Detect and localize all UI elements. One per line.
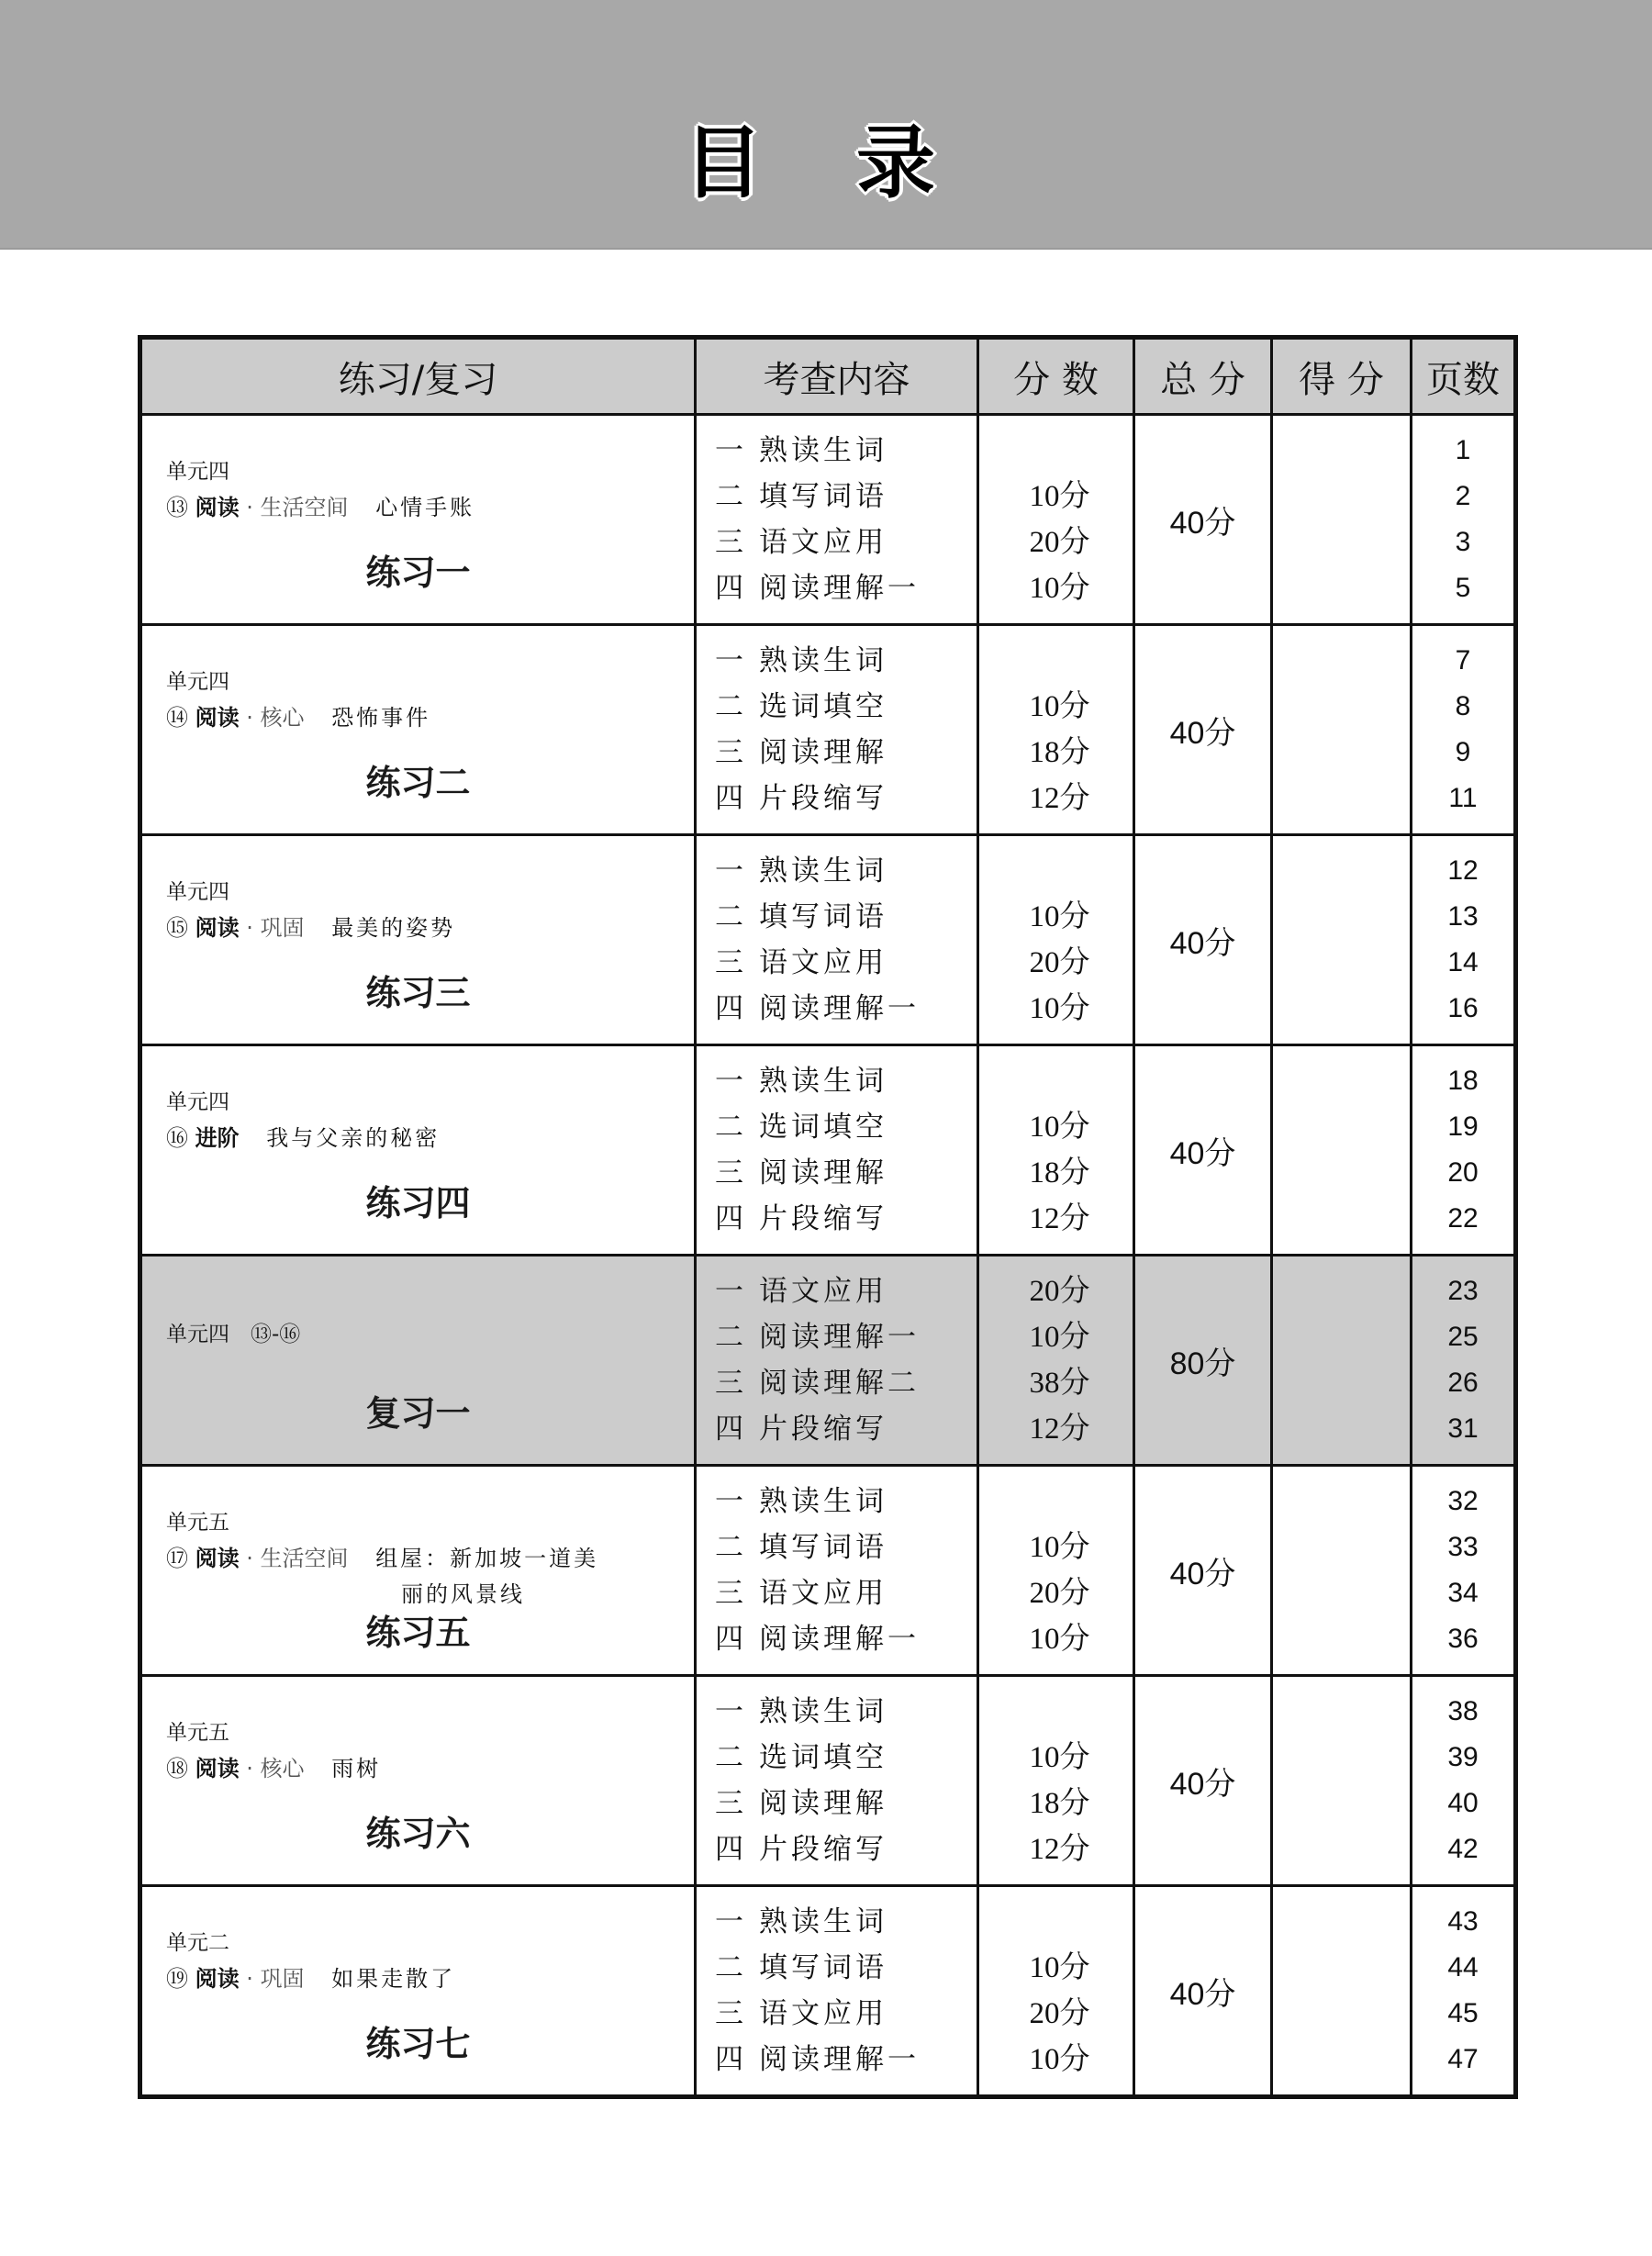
content-list bbox=[697, 1899, 977, 2083]
title-banner bbox=[0, 0, 1652, 250]
page-number[interactable]: 22 bbox=[1447, 1203, 1479, 1234]
total-cell bbox=[1134, 625, 1272, 835]
score-cell bbox=[978, 1045, 1134, 1256]
lesson-title: 如果走散了 bbox=[331, 1966, 456, 1992]
score-item: 10分 bbox=[1029, 2043, 1090, 2076]
page-number[interactable]: 33 bbox=[1447, 1532, 1479, 1562]
content-cell bbox=[696, 415, 978, 625]
page-number[interactable]: 7 bbox=[1455, 645, 1471, 676]
lesson-topic bbox=[166, 489, 474, 525]
total-cell bbox=[1134, 1045, 1272, 1256]
table-row bbox=[140, 415, 1516, 625]
header-exercise: 练习/复习 bbox=[140, 338, 696, 415]
page-number[interactable]: 38 bbox=[1447, 1696, 1479, 1726]
table-row bbox=[140, 1676, 1516, 1886]
lesson-subtype: · 生活空间 bbox=[246, 495, 349, 520]
page-number[interactable]: 44 bbox=[1447, 1952, 1479, 1982]
score-item: 10分 bbox=[1029, 1321, 1090, 1354]
page-list bbox=[1412, 638, 1513, 821]
score-item: 12分 bbox=[1029, 1413, 1090, 1446]
content-cell bbox=[696, 1256, 978, 1466]
earned-score-cell[interactable] bbox=[1272, 1886, 1412, 2097]
page-list bbox=[1412, 1689, 1513, 1872]
score-list bbox=[979, 428, 1133, 611]
table-row bbox=[140, 835, 1516, 1045]
header-total: 总 分 bbox=[1134, 338, 1272, 415]
table-row bbox=[140, 1256, 1516, 1466]
content-list bbox=[697, 428, 977, 611]
earned-score-cell[interactable] bbox=[1272, 1045, 1412, 1256]
page-list bbox=[1412, 1899, 1513, 2083]
total-cell bbox=[1134, 835, 1272, 1045]
score-list bbox=[979, 848, 1133, 1032]
page-number[interactable]: 34 bbox=[1447, 1578, 1479, 1608]
earned-score-cell[interactable] bbox=[1272, 1256, 1412, 1466]
lesson-topic bbox=[166, 910, 455, 945]
total-score: 80分 bbox=[1169, 1346, 1236, 1381]
score-list bbox=[979, 1899, 1133, 2083]
score-item: 20分 bbox=[1029, 1275, 1090, 1308]
content-item: 一 熟读生词 bbox=[715, 854, 887, 888]
content-item: 一 熟读生词 bbox=[715, 1065, 887, 1098]
lesson-subtype: · 巩固 bbox=[246, 915, 305, 941]
score-item: 10分 bbox=[1029, 690, 1090, 723]
exercise-name[interactable]: 练习五 bbox=[365, 1613, 471, 1653]
page-number[interactable]: 20 bbox=[1447, 1157, 1479, 1188]
lesson-number: ⑲ bbox=[166, 1966, 188, 1992]
score-item: 10分 bbox=[1029, 480, 1090, 513]
exercise-cell bbox=[140, 625, 696, 835]
header-score: 分 数 bbox=[978, 338, 1134, 415]
pages-cell bbox=[1412, 1466, 1516, 1676]
content-item: 四 片段缩写 bbox=[715, 1413, 887, 1446]
page-number[interactable]: 31 bbox=[1447, 1413, 1479, 1444]
content-item: 三 语文应用 bbox=[715, 526, 887, 559]
score-item: 10分 bbox=[1029, 1623, 1090, 1656]
total-score: 40分 bbox=[1169, 1976, 1236, 2012]
lesson-number: ⑮ bbox=[166, 915, 188, 941]
content-item: 二 填写词语 bbox=[715, 900, 887, 933]
page-number[interactable]: 19 bbox=[1447, 1111, 1479, 1142]
score-item: 38分 bbox=[1029, 1367, 1090, 1400]
pages-cell bbox=[1412, 1256, 1516, 1466]
content-item: 三 语文应用 bbox=[715, 946, 887, 979]
lesson-subtype: · 巩固 bbox=[246, 1966, 305, 1992]
lesson-title: 我与父亲的秘密 bbox=[266, 1125, 441, 1151]
content-item: 二 选词填空 bbox=[715, 1111, 887, 1144]
exercise-name[interactable]: 练习七 bbox=[365, 2024, 471, 2064]
header-earned: 得 分 bbox=[1272, 338, 1412, 415]
exercise-name[interactable]: 练习六 bbox=[365, 1814, 471, 1854]
pages-cell bbox=[1412, 1886, 1516, 2097]
header-pages: 页数 bbox=[1412, 338, 1516, 415]
table-of-contents bbox=[138, 335, 1518, 2099]
lesson-kind: 阅读 bbox=[195, 495, 240, 520]
lesson-kind: 阅读 bbox=[195, 1966, 240, 1992]
lesson-kind: 阅读 bbox=[195, 1756, 240, 1781]
page-number[interactable]: 25 bbox=[1447, 1322, 1479, 1352]
unit-label: 单元四 bbox=[166, 1090, 229, 1114]
page-title: 目 录 bbox=[684, 117, 968, 209]
lesson-title-continued: 丽的风景线 bbox=[401, 1581, 525, 1607]
exercise-cell bbox=[140, 1256, 696, 1466]
table-row bbox=[140, 625, 1516, 835]
unit-label: 单元四 bbox=[166, 670, 229, 694]
lesson-number: ⑭ bbox=[166, 705, 188, 731]
content-item: 二 选词填空 bbox=[715, 1741, 887, 1774]
page-number[interactable]: 5 bbox=[1455, 573, 1471, 603]
total-cell bbox=[1134, 1886, 1272, 2097]
score-cell bbox=[978, 1466, 1134, 1676]
content-item: 三 阅读理解 bbox=[715, 1787, 887, 1820]
content-item: 二 选词填空 bbox=[715, 690, 887, 723]
content-item: 一 熟读生词 bbox=[715, 644, 887, 677]
content-item: 四 片段缩写 bbox=[715, 1833, 887, 1866]
lesson-title: 雨树 bbox=[331, 1756, 382, 1781]
page-number[interactable]: 40 bbox=[1447, 1788, 1479, 1818]
lesson-number: ⑱ bbox=[166, 1756, 188, 1781]
table-row bbox=[140, 1466, 1516, 1676]
score-cell bbox=[978, 1256, 1134, 1466]
page-number[interactable]: 26 bbox=[1447, 1368, 1479, 1398]
page-list bbox=[1412, 1058, 1513, 1242]
score-item: 12分 bbox=[1029, 1202, 1090, 1235]
pages-cell bbox=[1412, 625, 1516, 835]
unit-label: 单元四 ⑬-⑯ bbox=[166, 1323, 301, 1346]
exercise-name[interactable]: 练习四 bbox=[365, 1183, 471, 1223]
lesson-topic bbox=[166, 1960, 455, 1996]
score-list bbox=[979, 1479, 1133, 1662]
score-cell bbox=[978, 835, 1134, 1045]
lesson-topic bbox=[166, 1750, 401, 1786]
content-item: 一 熟读生词 bbox=[715, 1695, 887, 1728]
score-list bbox=[979, 1058, 1133, 1242]
page-list bbox=[1412, 848, 1513, 1032]
page-list bbox=[1412, 1479, 1513, 1662]
score-cell bbox=[978, 625, 1134, 835]
score-item: 10分 bbox=[1029, 572, 1090, 605]
content-item: 四 阅读理解一 bbox=[715, 572, 920, 605]
earned-score-cell[interactable] bbox=[1272, 415, 1412, 625]
content-cell bbox=[696, 1676, 978, 1886]
pages-cell bbox=[1412, 1676, 1516, 1886]
content-list bbox=[697, 638, 977, 821]
page-number[interactable]: 11 bbox=[1448, 783, 1478, 813]
score-cell bbox=[978, 1676, 1134, 1886]
content-cell bbox=[696, 1886, 978, 2097]
content-list bbox=[697, 1479, 977, 1662]
table-header-row bbox=[140, 338, 1516, 415]
lesson-subtype: · 核心 bbox=[246, 705, 305, 731]
pages-cell bbox=[1412, 1045, 1516, 1256]
content-cell bbox=[696, 1466, 978, 1676]
earned-score-cell[interactable] bbox=[1272, 1676, 1412, 1886]
lesson-number: ⑬ bbox=[166, 495, 188, 520]
exercise-cell bbox=[140, 1886, 696, 2097]
score-item: 12分 bbox=[1029, 1833, 1090, 1866]
page-number[interactable]: 2 bbox=[1455, 481, 1471, 511]
score-item: 18分 bbox=[1029, 1156, 1090, 1189]
total-score: 40分 bbox=[1169, 1135, 1236, 1171]
page-number[interactable]: 16 bbox=[1447, 993, 1479, 1023]
page-number[interactable]: 12 bbox=[1447, 855, 1479, 886]
lesson-subtype: · 生活空间 bbox=[246, 1546, 349, 1571]
unit-label: 单元五 bbox=[166, 1721, 229, 1745]
header-content: 考查内容 bbox=[696, 338, 978, 415]
unit-label: 单元五 bbox=[166, 1511, 229, 1535]
unit-label: 单元二 bbox=[166, 1931, 229, 1955]
content-item: 一 熟读生词 bbox=[715, 434, 887, 467]
page-number[interactable]: 1 bbox=[1455, 435, 1471, 465]
total-cell bbox=[1134, 1466, 1272, 1676]
lesson-topic bbox=[166, 1540, 598, 1608]
page-number[interactable]: 18 bbox=[1447, 1066, 1479, 1096]
score-item: 20分 bbox=[1029, 946, 1090, 979]
score-item: 10分 bbox=[1029, 1741, 1090, 1774]
unit-label: 单元四 bbox=[166, 880, 229, 904]
page-number[interactable]: 32 bbox=[1447, 1486, 1479, 1516]
content-item: 四 阅读理解一 bbox=[715, 2043, 920, 2076]
score-item: 10分 bbox=[1029, 1951, 1090, 1984]
page-list bbox=[1412, 1268, 1513, 1452]
total-score: 40分 bbox=[1169, 1556, 1236, 1591]
content-item: 二 填写词语 bbox=[715, 1951, 887, 1984]
unit-label: 单元四 bbox=[166, 460, 229, 484]
exercise-name[interactable]: 练习一 bbox=[365, 553, 471, 593]
score-item: 18分 bbox=[1029, 1787, 1090, 1820]
page-number[interactable]: 14 bbox=[1447, 947, 1479, 977]
content-item: 二 填写词语 bbox=[715, 480, 887, 513]
content-item: 二 阅读理解一 bbox=[715, 1321, 920, 1354]
page-number[interactable]: 36 bbox=[1447, 1624, 1479, 1654]
exercise-cell bbox=[140, 1466, 696, 1676]
content-list bbox=[697, 848, 977, 1032]
pages-cell bbox=[1412, 415, 1516, 625]
score-item: 20分 bbox=[1029, 1577, 1090, 1610]
earned-score-cell[interactable] bbox=[1272, 835, 1412, 1045]
total-cell bbox=[1134, 1256, 1272, 1466]
total-score: 40分 bbox=[1169, 715, 1236, 751]
content-item: 二 填写词语 bbox=[715, 1531, 887, 1564]
score-cell bbox=[978, 415, 1134, 625]
lesson-kind: 阅读 bbox=[195, 915, 240, 941]
content-item: 三 阅读理解 bbox=[715, 736, 887, 769]
lesson-title: 恐怖事件 bbox=[331, 705, 431, 731]
table-row bbox=[140, 1045, 1516, 1256]
total-score: 40分 bbox=[1169, 505, 1236, 541]
lesson-kind: 阅读 bbox=[195, 1546, 240, 1571]
page-number[interactable]: 47 bbox=[1447, 2044, 1479, 2074]
earned-score-cell[interactable] bbox=[1272, 1466, 1412, 1676]
lesson-topic bbox=[166, 699, 430, 735]
score-list bbox=[979, 1268, 1133, 1452]
content-list bbox=[697, 1268, 977, 1452]
total-cell bbox=[1134, 1676, 1272, 1886]
total-score: 40分 bbox=[1169, 925, 1236, 961]
content-item: 三 语文应用 bbox=[715, 1997, 887, 2030]
page-number[interactable]: 3 bbox=[1455, 527, 1471, 557]
content-item: 四 阅读理解一 bbox=[715, 992, 920, 1025]
content-item: 三 阅读理解二 bbox=[715, 1367, 920, 1400]
content-item: 四 阅读理解一 bbox=[715, 1623, 920, 1656]
page-number[interactable]: 13 bbox=[1447, 901, 1479, 932]
score-list bbox=[979, 1689, 1133, 1872]
lesson-number: ⑰ bbox=[166, 1546, 188, 1571]
score-item: 10分 bbox=[1029, 900, 1090, 933]
content-item: 四 片段缩写 bbox=[715, 1202, 887, 1235]
lesson-number: ⑯ bbox=[166, 1125, 188, 1151]
page-number[interactable]: 43 bbox=[1447, 1906, 1479, 1937]
page-list bbox=[1412, 428, 1513, 611]
content-item: 一 语文应用 bbox=[715, 1275, 887, 1308]
exercise-cell bbox=[140, 415, 696, 625]
total-cell bbox=[1134, 415, 1272, 625]
lesson-title: 组屋：新加坡一道美 bbox=[375, 1546, 599, 1571]
content-cell bbox=[696, 625, 978, 835]
table-row bbox=[140, 1886, 1516, 2097]
exercise-name[interactable]: 复习一 bbox=[365, 1393, 471, 1434]
exercise-name[interactable]: 练习三 bbox=[365, 973, 471, 1013]
content-item: 一 熟读生词 bbox=[715, 1905, 887, 1938]
lesson-subtype: · 核心 bbox=[246, 1756, 305, 1781]
earned-score-cell[interactable] bbox=[1272, 625, 1412, 835]
score-list bbox=[979, 638, 1133, 821]
content-cell bbox=[696, 835, 978, 1045]
content-list bbox=[697, 1689, 977, 1872]
lesson-kind: 进阶 bbox=[195, 1125, 240, 1151]
score-item: 10分 bbox=[1029, 992, 1090, 1025]
score-item: 20分 bbox=[1029, 526, 1090, 559]
score-item: 20分 bbox=[1029, 1997, 1090, 2030]
page-number[interactable]: 42 bbox=[1447, 1834, 1479, 1864]
total-score: 40分 bbox=[1169, 1766, 1236, 1802]
exercise-cell bbox=[140, 1676, 696, 1886]
exercise-name[interactable]: 练习二 bbox=[365, 763, 471, 803]
content-item: 一 熟读生词 bbox=[715, 1485, 887, 1518]
score-item: 18分 bbox=[1029, 736, 1090, 769]
score-cell bbox=[978, 1886, 1134, 2097]
page-number[interactable]: 45 bbox=[1447, 1998, 1479, 2028]
exercise-cell bbox=[140, 1045, 696, 1256]
content-item: 三 语文应用 bbox=[715, 1577, 887, 1610]
page-number[interactable]: 8 bbox=[1455, 691, 1471, 721]
lesson-kind: 阅读 bbox=[195, 705, 240, 731]
exercise-cell bbox=[140, 835, 696, 1045]
score-item: 10分 bbox=[1029, 1531, 1090, 1564]
content-item: 四 片段缩写 bbox=[715, 782, 887, 815]
score-item: 10分 bbox=[1029, 1111, 1090, 1144]
page-number[interactable]: 9 bbox=[1455, 737, 1471, 767]
content-item: 三 阅读理解 bbox=[715, 1156, 887, 1189]
score-item: 12分 bbox=[1029, 782, 1090, 815]
lesson-title: 最美的姿势 bbox=[331, 915, 456, 941]
content-cell bbox=[696, 1045, 978, 1256]
lesson-topic bbox=[166, 1120, 440, 1156]
pages-cell bbox=[1412, 835, 1516, 1045]
content-list bbox=[697, 1058, 977, 1242]
page-number[interactable]: 39 bbox=[1447, 1742, 1479, 1772]
lesson-title: 心情手账 bbox=[375, 495, 475, 520]
page-number[interactable]: 23 bbox=[1447, 1276, 1479, 1306]
